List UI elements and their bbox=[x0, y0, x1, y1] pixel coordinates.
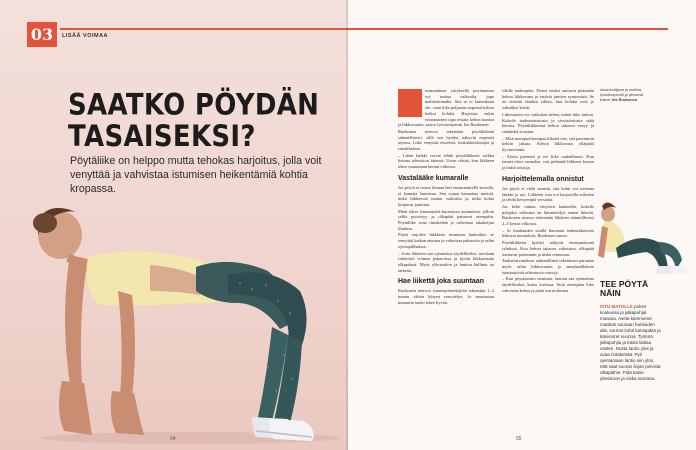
text-column-1 bbox=[398, 88, 494, 307]
section-number-badge: 03 bbox=[27, 22, 57, 47]
headline bbox=[68, 90, 338, 153]
body-paragraph: – Jo kuukauden sisällä huomaat todennäköisesti kehossa muutoksia, Ruokonen sanoo. bbox=[502, 227, 594, 239]
woman-sitting-start-pose-photo bbox=[598, 196, 696, 276]
subheading: Vastalääke kumaralle bbox=[398, 174, 469, 182]
body-paragraph: – Aloita pienestä ja tee liike rauhallisesti. Kun tunnet olosi varmaksi, voit pidentää liikkeen kestoa ja lisätä toistoja. bbox=[502, 153, 594, 171]
section-label: LISÄÄ VOIMAA bbox=[62, 33, 109, 39]
subheading: Harjoittelemalla onnistut bbox=[502, 175, 584, 183]
body-paragraph: – Jotta liikkeen saa ojennettua täydelliseksi, tarvitaan riittävästi voimaa pakaroissa ja hyvää liikkuvuutta olkapäissä. Myös ylävartalon ja lantion hallinta on tärkeää. bbox=[398, 250, 494, 273]
headline-line-1: SAATKO PÖYDÄN bbox=[68, 88, 320, 123]
sidebar-title: TEE PÖYTÄ NÄIN bbox=[600, 279, 649, 298]
body-paragraph: Pöytä tarjoilee lääkkeen istumisen haittoihin: se venyttää lonkan etuosaa ja vahvistaa pakaroita ja selän ojentajalihaksia. bbox=[398, 232, 494, 249]
headline-line-2: TASAISEKSI? bbox=[68, 120, 256, 154]
body-paragraph: Jos keho tuntuu erityisen kankealta, kokeile pohjaksi rullausta tai lämmittelyä ennen liikettä. Ruokonen neuvoo tekemään liikkeen säännöllisesti 2–3 kertaa viikossa. bbox=[502, 203, 594, 227]
body-paragraph: Pöytäliikkeen hyödyt näkyvät ensimmäisenä ryhdissä. Kun kehon takaosa vahvistuu, olkapäät asettuvat paremmin ja niska rentoutuu. bbox=[502, 240, 594, 257]
page-number-right: 55 bbox=[516, 436, 522, 442]
body-paragraph: Liikesuunta voi vaikuttaa siihen, miten liike tuntuu. Kokeile taaksetaivutusta ja sivutaivutusta sekä kiertoa. Pöytäliikkeessä kehon takaosa venyy ja rintakehä avautuu. bbox=[502, 111, 594, 134]
body-paragraph: Jos pöytä ei nouse ilmaan heti ensimmäisellä kerralla, ei kannata lannistua. Sen sijaan kannattaa miettiä, mikä liikkeessä tuntuu vaikealta ja mikä kohta kropassa jumittaa. bbox=[398, 184, 494, 207]
body-paragraph: – Lähes kaikki voivat tehdä pöytäliikkeen vaikka kotona television ääressä. Usein riittää, kun liikkeen tekee muutaman kerran viikossa. bbox=[398, 152, 494, 170]
body-paragraph: – Kun pöytäasento onnistuu, lantion saa ojennettua täydelliseksi, kuten kuvassa. Siitä eteenpäin liike vahvistaa kehoa ja pitää sen notkeana. bbox=[502, 276, 594, 293]
subheading: Hae liikettä joka suuntaan bbox=[398, 278, 484, 286]
sidebar-lead-in: ISTU MATOLLE bbox=[600, 304, 633, 309]
page-number-left: 54 bbox=[170, 436, 176, 442]
body-paragraph: Jos pöytä ei vielä onnistu, sitä kohti voi treenata tänään jo nyt. Liikkeen osia voi harjoitella erikseen ja tehdä kevyempiä versioita. bbox=[502, 185, 594, 203]
body-paragraph: välille taaksepäin. Pienet taukot auttavat pitämään kehon liikkuvana ja estävät jumien syntymistä. Se on tärkeää etenkin silloin, kun kohdat ovat jo valmiiksi kireät. bbox=[502, 88, 594, 111]
header-rule bbox=[60, 28, 348, 30]
drop-cap-block bbox=[398, 89, 422, 117]
expert-caption: Asiantuntijana ja mallina: fysioterapeutti ja personal trainer Iris Ruokonen bbox=[600, 88, 644, 102]
woman-table-pose-photo bbox=[0, 195, 348, 450]
sidebar-instructions: ISTU MATOLLE polvet koukussa ja jalkapohjat maassa. Aseta kämmenet maahan suoraan hartioiden alle, sormet kohti kantapäitä ja käsivarret suorina. Työnnä jalkapohjia ja käsiä lattiaa vasten. Nosta lantio ylös ja avaa rintakehää. Pyri ojentamaan lantio niin ylös, että saat suoran linjan polvista olkapäihin. Pidä katse ylävistoon ja niska suorana. bbox=[600, 304, 661, 381]
body-paragraph: Ruokonen neuvoo tekemään pöytäliikettä säännöllisesti, sillä sen hyödyt näkyvät nopeasti arjessa. Liike venyttää etureisiä, lonkankoukistajia ja rintalihaksia. bbox=[398, 128, 494, 152]
header-rule-right bbox=[348, 28, 668, 30]
expert-name: Iris Ruokonen bbox=[611, 98, 638, 102]
body-paragraph: Moni tekee istumatyötä huonoissa asennoissa, jolloin selkä pyöristyy ja olkapäät painuvat eteenpäin. Pöytäliike avaa rintakehää ja vahvistaa takaketjun lihaksia. bbox=[398, 208, 494, 231]
lead-paragraph: Pöytäliike on helppo mutta tehokas harjoitus, jolla voit venyttää ja vahvistaa istumisen heikentämiä kohtia kropassa. bbox=[70, 155, 322, 195]
body-paragraph: – Mitä monipuolisempaa liikettä teet, sitä paremmin kehosi jaksaa. Kehon liikkuvuus ylläpitää hyvinvointia. bbox=[502, 135, 594, 153]
body-paragraph: Ruokonen neuvoo istumatyöntekijöitä tekemään 1–2 tunnin välein lyhyen venyttelyn. Jo muutaman minuutin tauko tekee hyvää. bbox=[398, 288, 494, 305]
intro-paragraph: nsimmäinen yrityksellä pöytäasento voi tuntua vaikealta, jopa mahdottomalta. Sitä se ei kuitenkaan ole, vaan liike paljastaa nopeasti kehon heikot kohdat. Harjoitus onkin erinomainen tapa testata kehon kuntoa ja liikkuvuutta, sanoo fysioterapeutti Iris Ruokonen. bbox=[398, 88, 494, 128]
body-paragraph: Taaksetaivutuksen säännöllinen tekeminen parantaa myös selän liikkuvuutta ja ennaltaehkäisee istumatyöstä aiheutuvia vaivoja. bbox=[502, 258, 594, 275]
text-column-2 bbox=[502, 88, 594, 295]
